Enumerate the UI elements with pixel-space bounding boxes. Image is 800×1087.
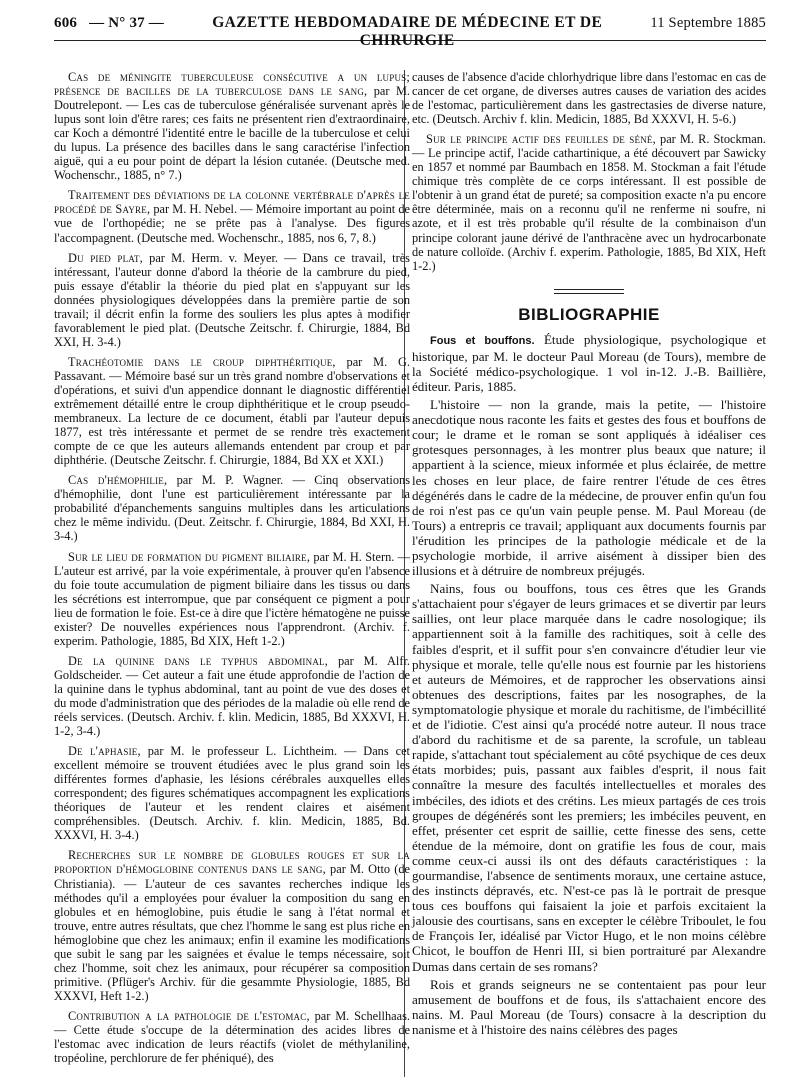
article-paragraph	[54, 654, 410, 738]
article-heading: Cas d'hémophilie,	[68, 473, 168, 488]
article-paragraph	[54, 550, 410, 648]
article-heading: Sur le lieu de formation du pigment biliaire,	[68, 549, 311, 564]
article-text: par M. H. Nebel. — Mémoire important au point de vue de l'orthopédie; ne se prête pas à l'analyse. Des figures l'accompagnent. (Deutsche med. Wochenschr., 1885, nos 6, 7, 8.)	[54, 202, 410, 245]
bibliography-review	[412, 332, 766, 1037]
article-text: par M. Schellhaas. — Cette étude s'occupe de la détermination des acides libres de l'estomac avec indication de leurs réactifs (violet de méthylaniline, tropéoline, perchlorure de fer phéniqué), des	[54, 1008, 411, 1066]
article-text: par M. le professeur L. Lichtheim. — Dans cet excellent mémoire se trouvent étudiées avec le plus grand soin les différentes formes d'aphasie, les lésions cérébrales auxquelles elles correspondent; des figures schématiques accompagnent les explications théoriques de l'auteur et les rendent claires et aisément compréhensibles. (Deutsch. Archiv. f. klin. Medicin, 1885, Bd. XXXVI, H. 3-4.)	[54, 744, 410, 843]
page-header	[54, 14, 766, 49]
article-text: causes de l'absence d'acide chlorhydrique libre dans l'estomac en cas de cancer de cet organe, de diverses autres causes de variation des acides de l'estomac, particulièrement dans les gastrectasies de diverse nature, etc. (Deutsch. Archiv f. klin. Medicin, 1885, Bd XXXVI, H. 5-6.)	[412, 70, 766, 127]
article-heading: Contribution a la pathologie de l'estomac,	[68, 1008, 310, 1023]
article-heading: Trachéotomie dans le croup diphthéritique,	[68, 354, 336, 369]
left-column	[54, 70, 410, 1079]
article-paragraph	[54, 1009, 410, 1065]
article-heading: Recherches sur le nombre de globules rouges et sur la proportion d'hémoglobine contenus dans le sang,	[54, 848, 410, 877]
article-text: par M. Herm. v. Meyer. — Dans ce travail, très intéressant, l'auteur donne d'abord la théorie de la cambrure du pied, puis essaye d'établir la théorie du pied plat en s'appuyant sur les données physiologiques développées dans la première partie de son travail; il décrit enfin la forme des souliers les plus aptes à modifier favorablement le pied plat. (Deutsche Zeitschr. f. Chirurgie, 1884, Bd XXI, H. 3-4.)	[54, 250, 410, 349]
article-paragraph	[54, 744, 410, 842]
article-text: par M. R. Stockman. — Le principe actif, l'acide cathartinique, a été découvert par Sawicky en 1857 et nommé par Baumbach en 1858. M. Stockman a fait l'étude chimique très complète de ce corps intéressant. Il est possible de l'obtenir à un grand état de pureté; sa composition exacte n'a pu encore être déterminée, mais on a reconnu qu'il ne renferme ni soufre, ni azote, et il est très probable qu'il résulte de la combinaison d'un principe colorant jaune dérivé de l'anthracène avec un hydrocarbonate de nature colloïde. (Archiv f. experim. Pathologie, 1885, Bd XIX, Heft 1-2.)	[412, 132, 766, 273]
article-paragraph	[54, 848, 410, 1003]
review-paragraph: Nains, fous ou bouffons, tous ces êtres que les Grands s'attachaient pour s'égayer de leurs grimaces et se divertir par leurs saillies, ont leur place marquée dans le cadre nosologique; ils appartiennent soit à la famille des rachitiques, soit à celle des faibles d'esprit, et il suffit pour s'en convaincre d'étudier leur vie physique et morale, telle qu'elle nous est fournie par les historiens et auteurs de Mémoires, et de rapprocher les observations ainsi obtenues des descriptions, faites par les nosographes, de la symptomatologie physique et morale du rachitisme, de l'imbécillité et de l'idiotie. C'est ainsi qu'a procédé notre auteur. Il nous trace d'abord du rachitisme et de sa parente, la scrofule, un tableau rapide, s'attachant tout spécialement au côté psychique de ces deux états morbides; puis, passant aux faibles d'esprit, il nous fait connaître la mesure des facultés intellectuelles et morales des imbéciles, des idiots et des crétins. Les mieux partagés de ces trois groupes de dégénérés sont les premiers; les imbéciles peuvent, en effet, présenter cet esprit de saillie, cette finesse des sens, cette étendue de la mémoire, dont on gratifie les fous de cour, mais comme ceux-ci aussi ils ont des défauts caractéristiques : la gourmandise, l'absence de sentiments moraux, une certaine astuce, des instincts dépravés, etc. N'est-ce pas là le portrait de presque tous ces bouffons qui faisaient la joie et parfois excitaient la jalousie des courtisans, sans en excepter le célèbre Triboulet, le fou de François Ier, idéalisé par Victor Hugo, et le non moins célèbre Chicot, le bouffon de Henri III, si bien portraituré par Alexandre Dumas dans certain de ses romans?	[412, 581, 766, 974]
article-text: par M. Alfr. Goldscheider. — Cet auteur a fait une étude approfondie de l'action de la quinine dans le typhus abdominal, tant au point de vue des doses et du mode d'administration que des périodes de la maladie où elle rend de réels services. (Deutsch. Archiv. f. klin. Medicin, 1885, Bd XXXVI, H. 1-2, 3-4.)	[54, 653, 410, 739]
section-separator	[554, 289, 624, 294]
article-paragraph	[412, 132, 766, 272]
book-entry	[412, 332, 766, 394]
article-text: par M. P. Wagner. — Cinq observations d'hémophilie, dont l'une est particulièrement intéressante par la probabilité d'épanchements sanguins multiples dans les articulations chez le même individu. (Deut. Zeitschr. f. Chirurgie, 1884, Bd XXI, H. 3-4.)	[54, 473, 410, 544]
article-paragraph	[54, 188, 410, 244]
book-details: Étude physiologique, psychologique et historique, par M. le docteur Paul Moreau (de Tours), membre de la Société médico-psychologique. 1 vol in-12. J.-B. Baillière, éditeur. Paris, 1885.	[412, 331, 766, 394]
article-heading: De l'aphasie,	[68, 744, 141, 759]
issue-number: — N° 37 —	[89, 15, 164, 31]
bibliography-heading: BIBLIOGRAPHIE	[518, 304, 660, 324]
article-heading: Du pied plat,	[68, 250, 143, 265]
article-text: par M. Otto (de Christiania). — L'auteur de ces savantes recherches indique les méthodes qu'il a employées pour évaluer la composition du sang en globules et en hémoglobine, puis étudie le sang à l'état normal et trouve, entre autres résultats, que chez l'homme le sang est plus riche en hémoglobine que chez les animaux; enfin il examine les modifications que subit le sang par les saignées et évalue le temps nécessaire, soit chez l'homme, soit chez les animaux, pour récupérer sa composition primitive. (Pflüger's Archiv. für die gesammte Physiologie, 1885, Bd XXXVI, Heft 1-2.)	[54, 862, 411, 1003]
article-text: par M. G. Passavant. — Mémoire basé sur un très grand nombre d'observations et d'opérations, et suivi d'un appendice donnant le diagnostic différentiel extrêmement détaillé entre le croup diphthéritique et le croup pseudo-membraneux. La lecture de ce document, établi par l'auteur depuis 1877, est très intéressante et permet de se rendre très exactement compte de ce que les auteurs allemands entendent par croup et par diphthérie. (Deutsche Zeitschr. f. Chirurgie, 1884, Bd XX et XXI.)	[54, 354, 410, 468]
article-heading: Sur le principe actif des feuilles de séné,	[426, 132, 656, 147]
journal-title: GAZETTE HEBDOMADAIRE DE MÉDECINE ET DE CHIRURGIE	[212, 14, 603, 49]
book-title: Fous et bouffons.	[430, 334, 535, 347]
right-column	[412, 70, 766, 1079]
article-paragraph	[54, 251, 410, 349]
article-paragraph	[412, 70, 766, 126]
article-heading: Cas de méningite tuberculeuse consécutive a un lupus; présence de bacilles de la tuberculose dans le sang,	[54, 70, 410, 99]
review-paragraph: Rois et grands seigneurs ne se contentaient pas pour leur amusement de bouffons et de fous, ils s'attachaient encore des nains. M. Paul Moreau (de Tours) consacre à la description du nanisme et à l'histoire des nains célèbres des pages	[412, 976, 766, 1037]
review-paragraph: L'histoire — non la grande, mais la petite, — l'histoire anecdotique nous raconte les faits et gestes des fous et bouffons de cour; le drame et le roman se sont appliqués à idéaliser ces grotesques personnages, à les montrer plus beaux que nature; il appartient à la science, mieux informée et plus éclairée, de mettre les choses en leur place, de faire rentrer l'étude de ces êtres dégénérés dans le cadre de la médecine, de prouver enfin qu'un fou de roi n'est pas ce qu'un vain peuple pense. M. Paul Moreau (de Tours) a entrepris ce travail; appliquant aux documents fournis par l'érudition les principes de la pathologie médicale et de la psychologie morbide, il arrive aisément à dissiper bien des illusions et à détruire de nombreux préjugés.	[412, 397, 766, 579]
article-paragraph	[54, 70, 410, 182]
article-heading: Traitement des déviations de la colonne vertébrale d'après le procédé de Sayre,	[54, 188, 410, 217]
article-paragraph	[54, 473, 410, 543]
page-number: 606	[54, 15, 78, 31]
article-heading: De la quinine dans le typhus abdominal,	[68, 653, 329, 668]
issue-date: 11 Septembre 1885	[650, 15, 766, 31]
article-text: par M. Doutrelepont. — Les cas de tuberculose généralisée survenant après le lupus sont loin d'être rares; ces faits ne présentent rien d'extraordinaire, car Koch a démontré l'identité entre le bacille de la tuberculose et celui du lupus. La présence des bacilles dans le sang caractérise l'infection aiguë, qui a eu pour point de départ la lésion cutanée. (Deutsche med. Wochenschr., 1885, n° 7.)	[54, 84, 411, 183]
article-text: par M. H. Stern. — L'auteur est arrivé, par la voie expérimentale, à prouver qu'en l'absence du foie toute accumulation de pigment biliaire dans les tissus ou dans les sécrétions est interrompue, que par conséquent ce pigment a pour lieu de formation le foie. Est-ce à dire que l'ictère hématogène ne puisse exister? De nouvelles expériences nous l'apprendront. (Archiv. f. experim. Pathologie, 1885, Bd XIX, Heft 1-2.)	[54, 549, 410, 648]
article-paragraph	[54, 355, 410, 467]
